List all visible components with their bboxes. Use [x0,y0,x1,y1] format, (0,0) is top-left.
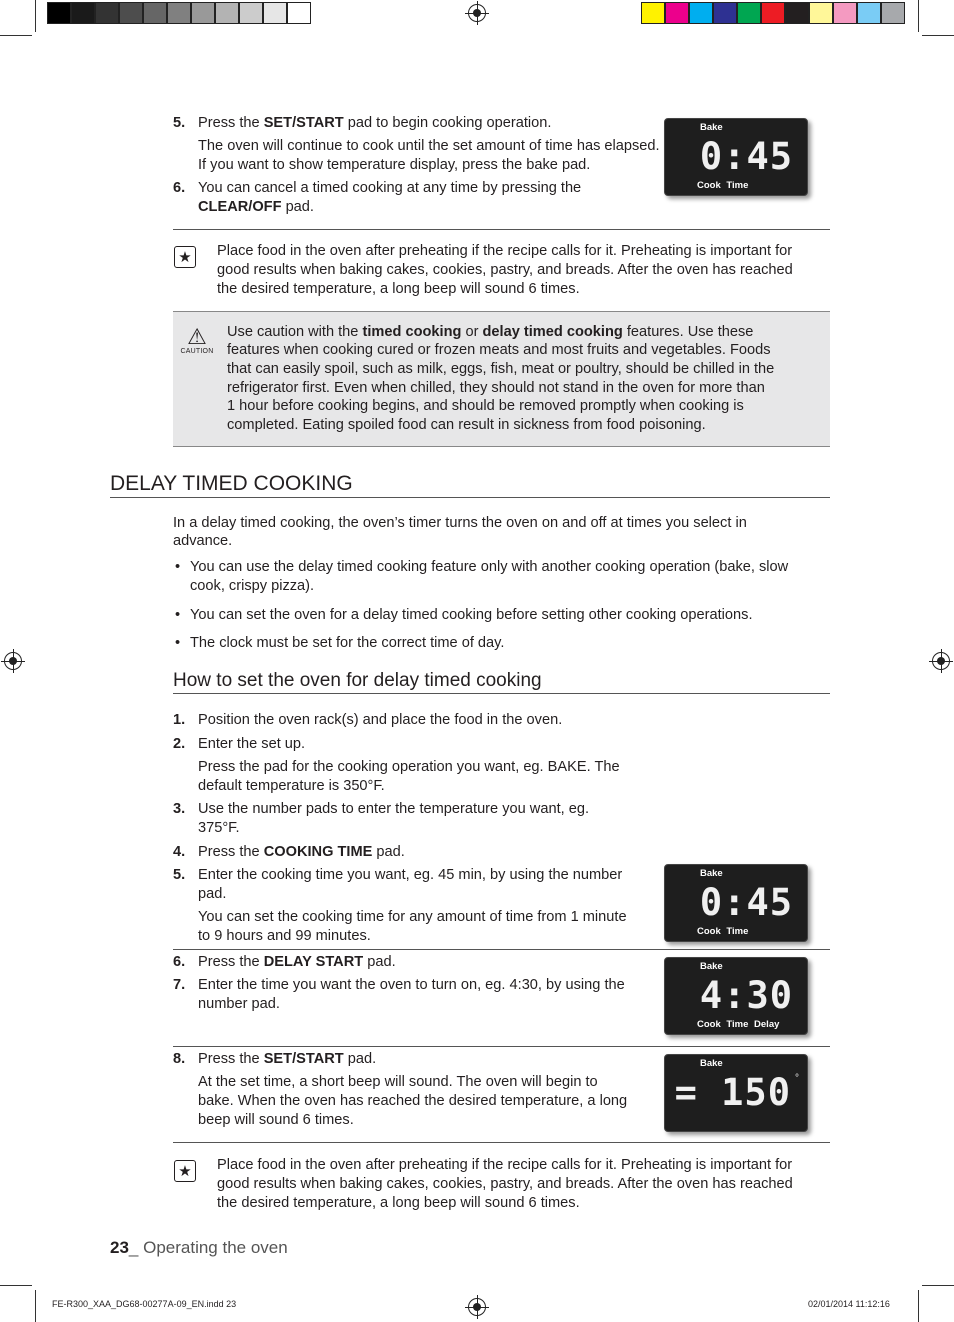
crop-mark [0,35,32,36]
gray-swatch [263,2,287,24]
divider [110,497,830,498]
bullet: • [175,635,181,651]
note-text: good results when baking cakes, cookies, pastry, and breads. After the oven has reached [217,262,793,278]
degree-symbol: ° [795,1073,799,1084]
page-section-label: _ Operating the oven [128,1238,288,1257]
step-number: 6. [173,954,186,970]
registration-mark-icon [468,4,486,22]
step-number: 8. [173,1051,186,1067]
crop-mark [918,1290,919,1322]
color-swatch [761,2,785,24]
caution-text: refrigerator first. Even when chilled, they should not stand in the oven for more than [227,380,765,396]
step-text: 375°F. [198,820,240,836]
caution-label: CAUTION [180,348,214,355]
display-indicator: Cook Time Delay [697,1019,780,1030]
display-digits: 0:45 [699,881,793,924]
oven-display-cook-time [664,118,808,196]
note-text: good results when baking cakes, cookies, pastry, and breads. After the oven has reached [217,1176,793,1192]
crop-mark [922,1285,954,1286]
step-text: number pad. [198,996,280,1012]
step-text: pad. [198,886,227,902]
caution-text: completed. Eating spoiled food can result in sickness from food poisoning. [227,417,706,433]
oven-display-temperature [664,1054,808,1132]
display-mode: Bake [700,122,723,133]
bullet-text: cook, crispy pizza). [190,578,315,594]
color-swatch [713,2,737,24]
color-swatch [737,2,761,24]
display-indicator: Cook Time [697,926,749,937]
display-mode: Bake [700,868,723,879]
section-heading: DELAY TIMED COOKING [110,472,353,495]
gray-swatch [215,2,239,24]
gray-swatch [47,2,71,24]
step-text: Position the oven rack(s) and place the food in the oven. [198,712,563,728]
warning-triangle-icon: ⚠ CAUTION [180,324,214,355]
gray-swatch [95,2,119,24]
bullet: • [175,559,181,575]
step-text: Press the DELAY START pad. [198,954,396,970]
step-text: Press the COOKING TIME pad. [198,844,405,860]
bullet-text: The clock must be set for the correct time of day. [190,635,505,651]
display-indicator: Cook Time [697,180,749,191]
page-number: 23 [110,1238,129,1257]
step-number: 5. [173,115,186,131]
gray-swatch [239,2,263,24]
divider [173,693,830,694]
bullet: • [175,607,181,623]
display-digits: 0:45 [699,135,793,178]
gray-swatch [191,2,215,24]
crop-mark [35,1290,36,1322]
crop-mark [35,0,36,32]
color-swatch [809,2,833,24]
step-text: Press the SET/START pad. [198,1051,377,1067]
step-number: 7. [173,977,186,993]
step-text: CLEAR/OFF pad. [198,199,314,215]
step-detail: bake. When the oven has reached the desired temperature, a long [198,1093,628,1109]
intro-text: advance. [173,533,233,549]
note-text: Place food in the oven after preheating if the recipe calls for it. Preheating is important for [217,243,793,259]
crop-mark [922,35,954,36]
registration-mark-icon [932,652,950,670]
gray-swatch [287,2,311,24]
step-detail: to 9 hours and 99 minutes. [198,928,371,944]
divider [173,949,830,950]
step-detail: Press the pad for the cooking operation you want, eg. BAKE. The [198,759,620,775]
step-text: Press the SET/START pad to begin cooking operation. [198,115,552,131]
caution-text: 1 hour before cooking begins, and should be removed promptly when cooking is [227,398,744,414]
color-swatch [689,2,713,24]
color-swatch [665,2,689,24]
oven-display-cook-time [664,864,808,942]
step-number: 2. [173,736,186,752]
oven-display-delay [664,957,808,1035]
crop-mark [0,1285,32,1286]
step-detail: You can set the cooking time for any amount of time from 1 minute [198,909,627,925]
subsection-heading: How to set the oven for delay timed cooking [173,670,542,691]
gray-swatch [119,2,143,24]
display-mode: Bake [700,1058,723,1069]
gray-swatch [71,2,95,24]
step-number: 5. [173,867,186,883]
registration-mark-icon [4,652,22,670]
step-detail: default temperature is 350°F. [198,778,385,794]
step-detail: The oven will continue to cook until the set amount of time has elapsed. [198,138,660,154]
note-text: the desired temperature, a long beep will sound 6 times. [217,281,580,297]
caution-text: features when cooking cured or frozen meats and most fruits and vegetables. Foods [227,342,771,358]
note-text: Place food in the oven after preheating if the recipe calls for it. Preheating is important for [217,1157,793,1173]
display-digits: 4:30 [699,974,793,1017]
step-text: Enter the time you want the oven to turn on, eg. 4:30, by using the [198,977,625,993]
caution-text: Use caution with the timed cooking or delay timed cooking features. Use these [227,324,754,340]
step-text: Enter the cooking time you want, eg. 45 min, by using the number [198,867,623,883]
file-slug: FE-R300_XAA_DG68-00277A-09_EN.indd 23 [52,1299,237,1309]
divider [173,229,830,230]
bullet-text: You can use the delay timed cooking feature only with another cooking operation (bake, slow [190,559,789,575]
registration-mark-icon [468,1298,486,1316]
step-detail: beep will sound 6 times. [198,1112,354,1128]
caution-box [173,311,830,447]
color-swatch [833,2,857,24]
gray-swatch [143,2,167,24]
crop-mark [918,0,919,32]
display-mode: Bake [700,961,723,972]
step-number: 3. [173,801,186,817]
star-note-icon: ★ [174,1160,196,1182]
step-text: You can cancel a timed cooking at any time by pressing the [198,180,582,196]
star-note-icon: ★ [174,246,196,268]
intro-text: In a delay timed cooking, the oven’s timer turns the oven on and off at times you select in [173,515,747,531]
step-detail: At the set time, a short beep will sound. The oven will begin to [198,1074,598,1090]
step-text: Use the number pads to enter the temperature you want, eg. [198,801,590,817]
note-text: the desired temperature, a long beep will sound 6 times. [217,1195,580,1211]
page-footer [110,1236,288,1260]
caution-text: that can easily spoil, such as milk, eggs, fish, meat or poultry, should be chilled in the [227,361,775,377]
step-number: 6. [173,180,186,196]
color-swatch [881,2,905,24]
display-digits: = 150 [674,1071,791,1114]
step-text: Enter the set up. [198,736,306,752]
step-number: 1. [173,712,186,728]
color-swatch [641,2,665,24]
divider [173,1142,830,1143]
date-slug: 02/01/2014 11:12:16 [808,1299,890,1309]
color-swatch [785,2,809,24]
step-detail: If you want to show temperature display, press the bake pad. [198,157,591,173]
divider [173,1046,830,1047]
bullet-text: You can set the oven for a delay timed cooking before setting other cooking operations. [190,607,753,623]
color-swatch [857,2,881,24]
gray-swatch [167,2,191,24]
step-number: 4. [173,844,186,860]
